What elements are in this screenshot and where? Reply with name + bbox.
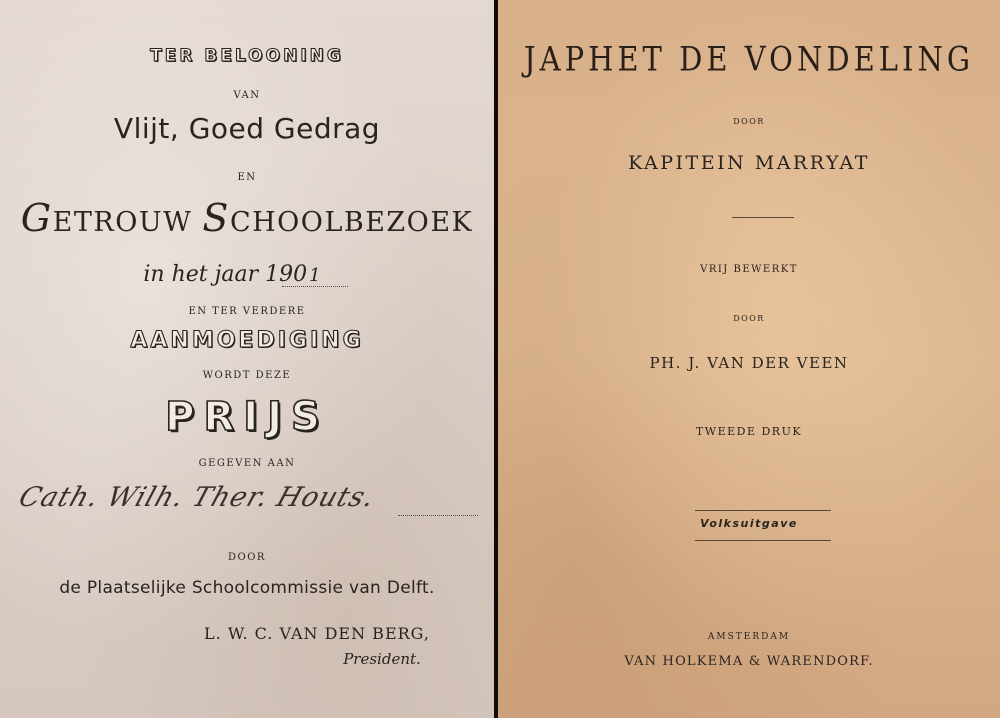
signer-title: President.	[343, 650, 421, 668]
aanmoediging-heading: AANMOEDIGING	[130, 328, 364, 353]
recipient-dotted-line	[398, 515, 478, 516]
getrouw-schoolbezoek	[0, 196, 494, 240]
prize-certificate-page	[0, 0, 494, 718]
door-label-2: DOOR	[733, 314, 765, 323]
signer-name: L. W. C. VAN DEN BERG,	[204, 624, 430, 643]
year-line	[0, 262, 494, 287]
book-title-page	[498, 0, 1000, 718]
in-het-jaar-label: in het jaar 190	[143, 262, 308, 287]
handwritten-year: 1	[309, 265, 321, 286]
van-label: VAN	[233, 90, 261, 101]
vlijt-line: Vlijt, Goed Gedrag	[113, 112, 381, 145]
series-label: Volksuitgave	[700, 517, 798, 530]
prijs-heading: PRIJS	[165, 394, 329, 440]
getrouw-initial: G	[20, 196, 53, 240]
gegeven-aan-label: GEGEVEN AAN	[198, 458, 296, 469]
separator-rule	[732, 217, 794, 218]
getrouw-text: ETROUW	[52, 207, 203, 238]
editor-name: PH. J. VAN DER VEEN	[649, 354, 849, 372]
schoolbezoek-text: CHOOLBEZOEK	[229, 207, 474, 238]
book-title: JAPHET DE VONDELING	[524, 39, 974, 79]
recipient-handwriting: Cath. Wilh. Ther. Houts.	[14, 482, 380, 513]
author-name: KAPITEIN MARRYAT	[628, 152, 870, 174]
schoolbezoek-initial: S	[202, 196, 230, 240]
door-label: DOOR	[228, 552, 266, 563]
schoolcommissie-line: de Plaatselijke Schoolcommissie van Delft.	[59, 578, 435, 598]
en-label: EN	[237, 172, 257, 183]
edition-label: TWEEDE DRUK	[695, 425, 803, 438]
door-label-1: DOOR	[733, 117, 765, 126]
publisher-city: AMSTERDAM	[707, 632, 791, 642]
series-bottom-rule	[695, 540, 831, 541]
vrij-bewerkt-label: VRIJ BEWERKT	[700, 264, 798, 275]
ter-belooning-heading: TER BELOONING	[150, 46, 344, 66]
year-dotted-line	[282, 286, 348, 287]
en-ter-verdere-label: EN TER VERDERE	[188, 306, 306, 317]
wordt-deze-label: WORDT DEZE	[202, 370, 292, 381]
publisher-name: VAN HOLKEMA & WARENDORF.	[624, 654, 874, 669]
series-top-rule	[695, 510, 831, 511]
